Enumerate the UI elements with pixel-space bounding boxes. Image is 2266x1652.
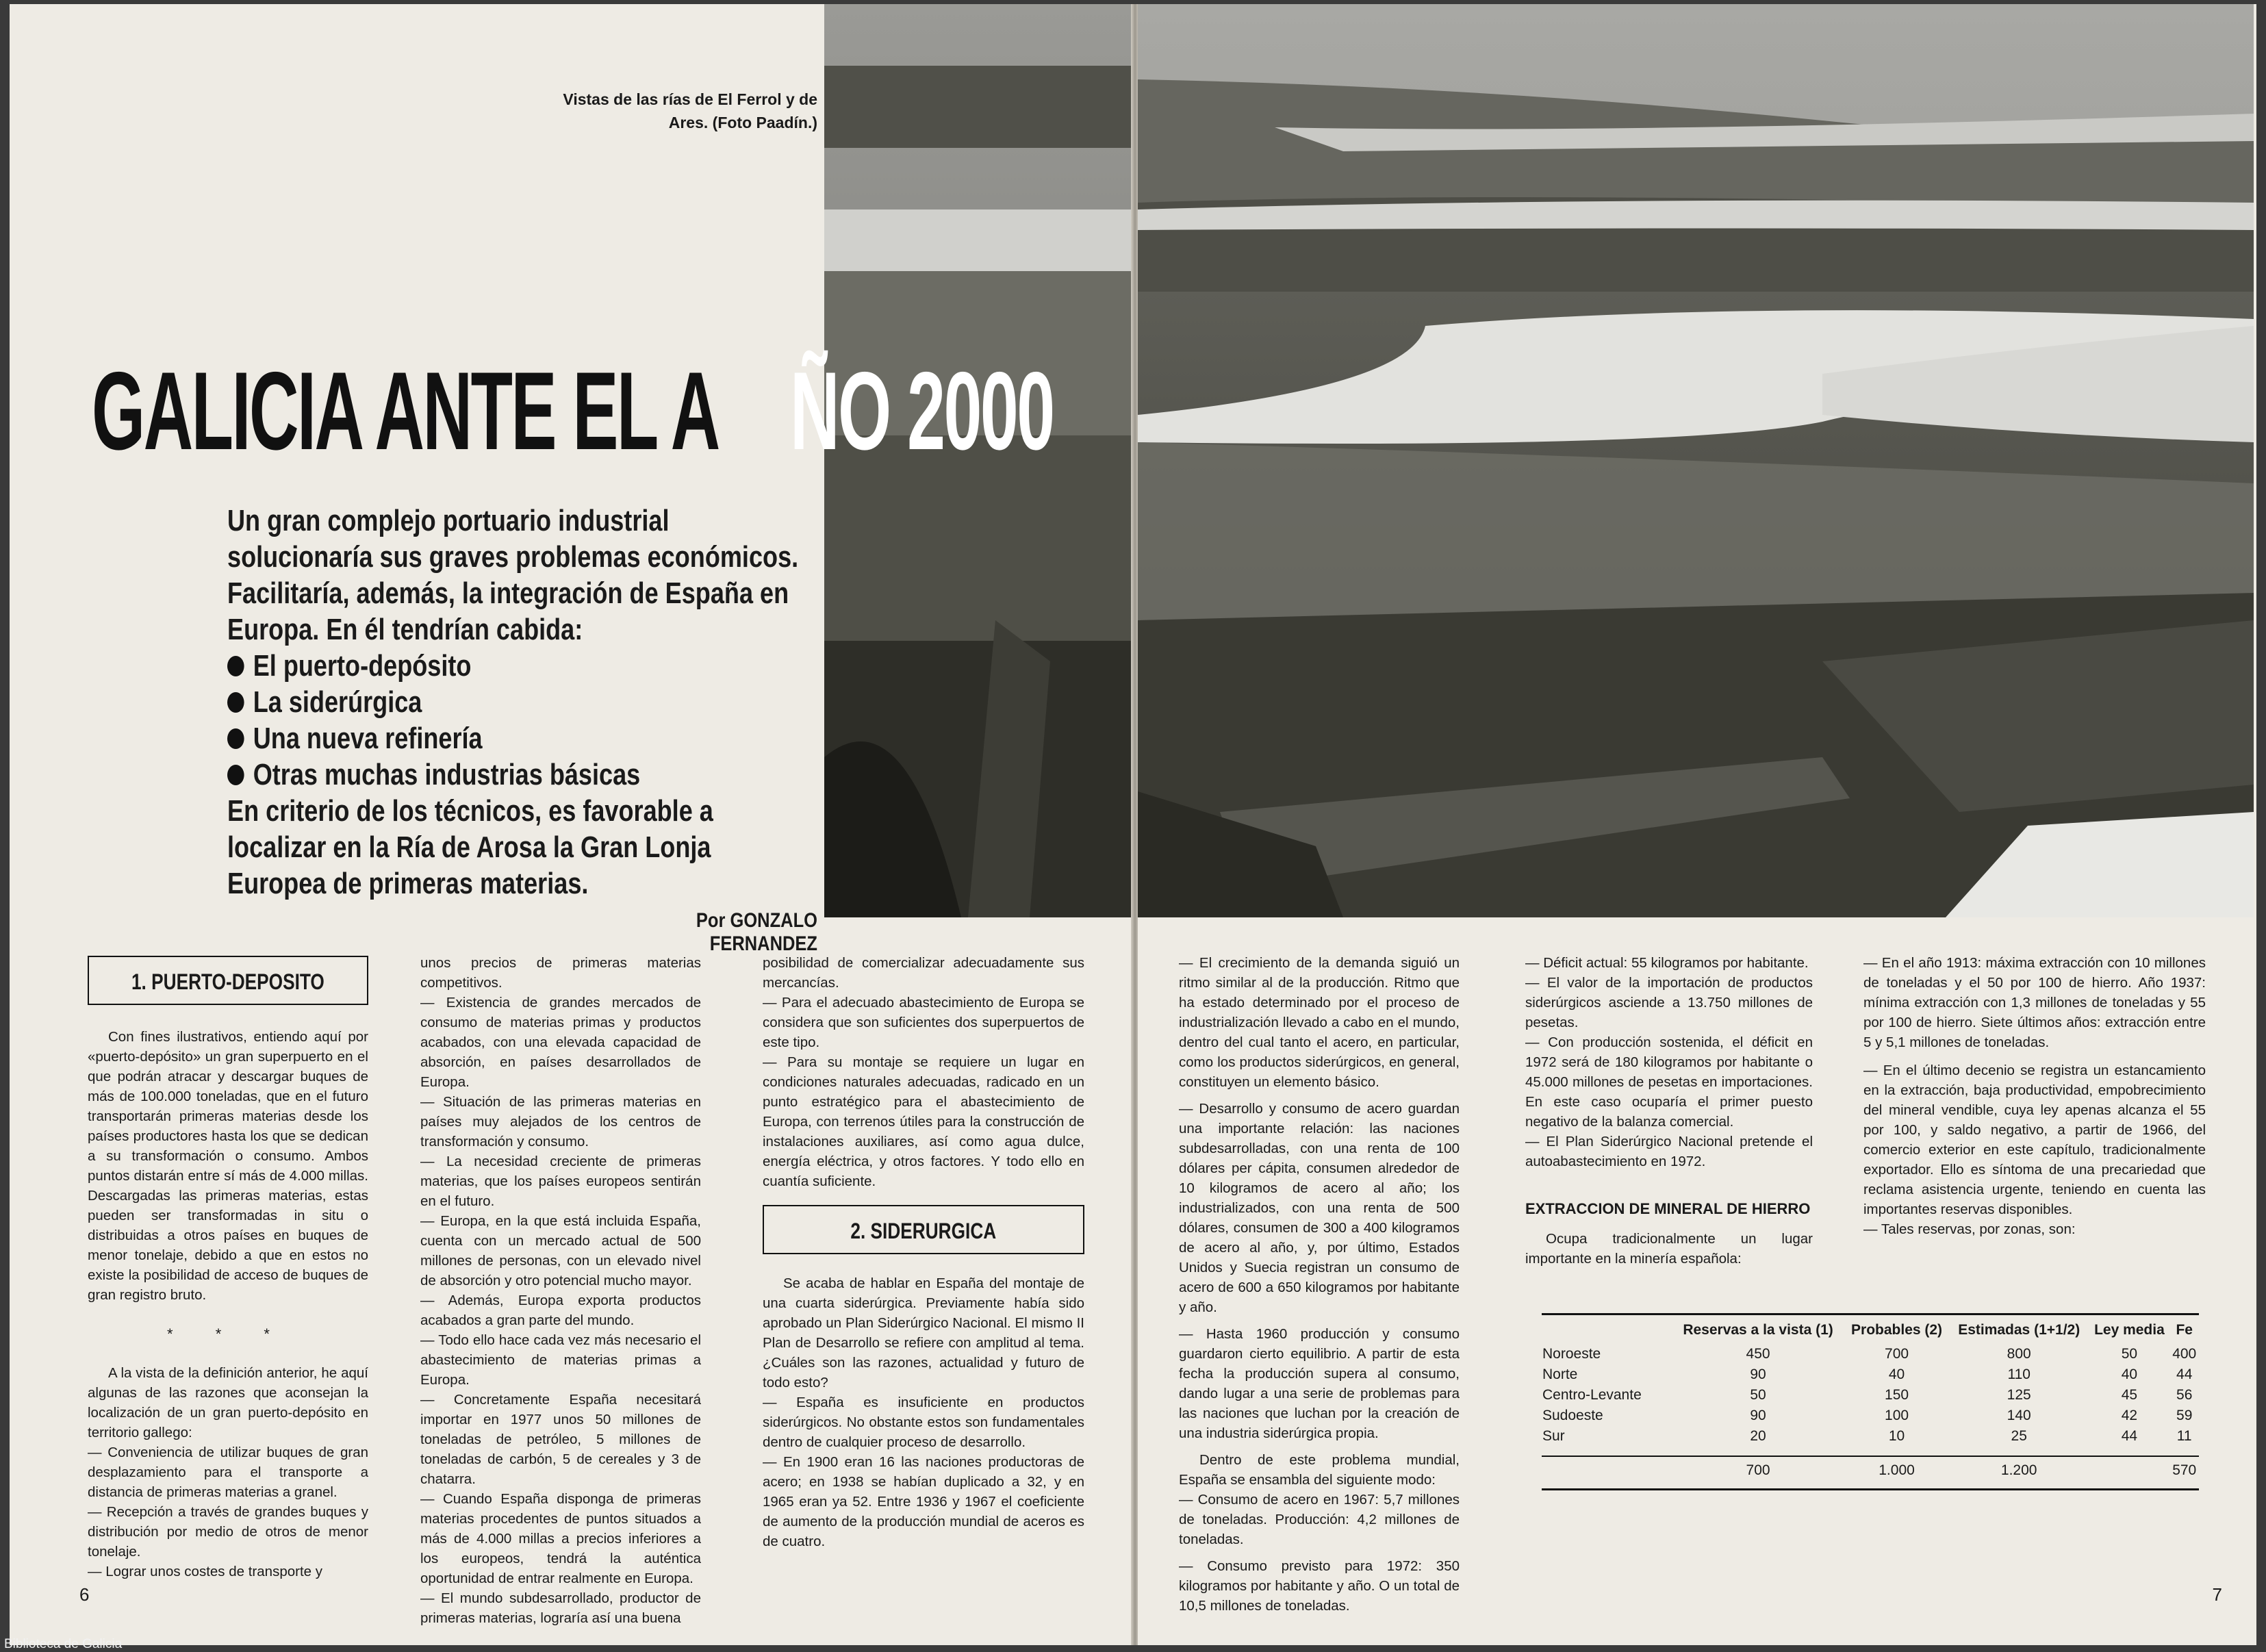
- paragraph: A la vista de la definición anterior, he aquí algunas de las razones que aconsejan la localización de un gran puerto-depósito en territorio gallego:: [88, 1365, 368, 1440]
- paragraph: — Concretamente España necesitará importar en 1977 unos 50 millones de toneladas de petróleo, 5 millones de toneladas de carbón, 5 de cereales y 3 de chatarra.: [420, 1392, 701, 1487]
- table-row: [1542, 1344, 2199, 1364]
- table-cell: 20: [1750, 1428, 1766, 1444]
- table-cell: 90: [1750, 1408, 1766, 1423]
- paragraph: — Cuando España disponga de primeras materias procedentes de puntos situados a más de 4.000 millas a precios inferiores a los europeos, tendrá la auténtica oportunidad de entrar realmente en Europa.: [420, 1491, 701, 1586]
- paragraph: — Situación de las primeras materias en países muy alejados de los centros de transformación y consumo.: [420, 1094, 701, 1149]
- table-cell: Sur: [1542, 1428, 1565, 1444]
- column-2: [420, 953, 701, 1628]
- paragraph: — Existencia de grandes mercados de consumo de materias primas y productos acabados, con una elevada capacidad de absorción, en países desarrollados de Europa.: [420, 995, 701, 1090]
- left-page: [10, 4, 1132, 1645]
- headline-light: [790, 349, 1054, 473]
- table-header-cell: Ley media: [2089, 1314, 2169, 1345]
- table-cell: Sudoeste: [1542, 1408, 1603, 1423]
- deck-intro-1: Un gran complejo portuario industrial solucionaría sus graves problemas económicos.: [227, 504, 799, 574]
- deck-outro: En criterio de los técnicos, es favorable a localizar en la Ría de Arosa la Gran Lonja Europea de primeras materias.: [227, 794, 713, 900]
- paragraph: Dentro de este problema mundial, España se ensambla del siguiente modo:: [1179, 1452, 1460, 1488]
- paragraph: — España es insuficiente en productos siderúrgicos. No obstante estos son fundamentales dentro de cualquier proceso de desarrollo.: [763, 1395, 1084, 1450]
- column-1: [88, 956, 368, 1581]
- paragraph: — El crecimiento de la demanda siguió un ritmo similar al de la producción. Ritmo que ha estado determinado por el proceso de industrialización llevado a cabo en el mundo, dentro del cual tanto el acero, en particular, como los productos siderúrgicos, en general, constituyen un elemento básico.: [1179, 955, 1460, 1090]
- table-cell: 570: [2169, 1456, 2199, 1490]
- table-header-cell: Probables (2): [1844, 1314, 1949, 1345]
- table-cell: 59: [2176, 1408, 2193, 1423]
- table-cell: 125: [2007, 1387, 2031, 1403]
- headline-part-1: GALICIA ANTE EL A: [92, 349, 719, 473]
- deck-intro-2: Facilitaría, además, la integración de España en Europa. En él tendrían cabida:: [227, 576, 789, 646]
- bullet-icon: [227, 692, 244, 713]
- paragraph: — Para el adecuado abastecimiento de Europa se considera que son suficientes dos superpuertos de este tipo.: [763, 995, 1084, 1050]
- paragraph: — Para su montaje se requiere un lugar en condiciones naturales adecuadas, radicado en un punto estratégico para el abastecimiento de Europa, con terrenos útiles para la construcción de instalaciones auxiliares, así como agua dulce, energía eléctrica, y otros factores. Y todo ello en cuantía suficiente.: [763, 1054, 1084, 1189]
- deck-bullet-label: El puerto-depósito: [253, 649, 472, 683]
- table-cell: 56: [2176, 1387, 2193, 1403]
- paragraph: — En 1900 eran 16 las naciones productoras de acero; en 1938 se habían duplicado a 32, y en 1965 eran ya 52. Entre 1936 y 1967 el coeficiente de aumento de la producción mundial de aceros es de cuatro.: [763, 1454, 1084, 1549]
- paragraph: — El mundo subdesarrollado, productor de primeras materias, lograría así una buena: [420, 1590, 701, 1626]
- byline: Por GONZALO FERNANDEZ: [696, 909, 817, 955]
- table-header-cell: Estimadas (1+1/2): [1949, 1314, 2089, 1345]
- table-cell: 44: [2121, 1428, 2138, 1444]
- table-row: [1542, 1426, 2199, 1456]
- deck-bullet-2: [227, 684, 815, 720]
- landscape-photo-right: [1138, 4, 2254, 917]
- paragraph: Se acaba de hablar en España del montaje de una cuarta siderúrgica. Previamente había sido aprobado un Plan Siderúrgico Nacional. El mismo II Plan de Desarrollo se refiere con amplitud al tema. ¿Cuáles son las razones, actualidad y futuro de todo esto?: [763, 1275, 1084, 1390]
- table-cell: 40: [2121, 1367, 2138, 1382]
- section-heading-puerto-deposito: 1. PUERTO-DEPOSITO: [88, 956, 368, 1005]
- table-cell: 1.000: [1844, 1456, 1949, 1490]
- paragraph: — Con producción sostenida, el déficit en 1972 será de 180 kilogramos por habitante o 45.000 millones de pesetas en importaciones. En este caso ocuparía el primer puesto negativo de la balanza comercial.: [1525, 1034, 1813, 1130]
- table-cell: 11: [2176, 1428, 2192, 1444]
- table-cell: 150: [1885, 1387, 1909, 1403]
- table-cell: 110: [2007, 1367, 2031, 1382]
- table-header-cell: [1542, 1314, 1672, 1345]
- deck-bullet-1: [227, 648, 815, 684]
- column-3: [763, 953, 1084, 1551]
- deck-bullet-label: Una nueva refinería: [253, 722, 483, 755]
- paragraph: — El Plan Siderúrgico Nacional pretende el autoabastecimiento en 1972.: [1525, 1134, 1813, 1169]
- table-cell: 450: [1746, 1346, 1770, 1362]
- table-row: [1542, 1406, 2199, 1426]
- iron-reserves-table: [1542, 1313, 2199, 1490]
- table-totals-row: [1542, 1456, 2199, 1490]
- paragraph: — El valor de la importación de productos siderúrgicos asciende a 13.750 millones de pesetas.: [1525, 975, 1813, 1030]
- paragraph: — Déficit actual: 55 kilogramos por habitante.: [1525, 955, 1809, 971]
- table-cell: 1.200: [1949, 1456, 2089, 1490]
- iron-reserves-table-wrap: [1542, 1313, 2199, 1490]
- table-cell: 10: [1888, 1428, 1905, 1444]
- table-header-cell: Reservas a la vista (1): [1672, 1314, 1844, 1345]
- table-row: [1542, 1364, 2199, 1385]
- paragraph: — Conveniencia de utilizar buques de gran desplazamiento para el transporte a distancia de primeras materias a granel.: [88, 1445, 368, 1500]
- paragraph: — Consumo previsto para 1972: 350 kilogramos por habitante y año. O un total de 10,5 millones de toneladas.: [1179, 1558, 1460, 1614]
- table-cell: 800: [2007, 1346, 2031, 1362]
- page-number-right: 7: [2212, 1584, 2222, 1605]
- paragraph: unos precios de primeras materias competitivos.: [420, 955, 701, 991]
- paragraph: — En el año 1913: máxima extracción con 10 millones de toneladas y el 50 por 100 de hierro. Año 1937: mínima extracción con 1,3 millones de toneladas y 55 por 100 de hierro. Siete últimos años: extracción entre 5 y 5,1 millones de toneladas.: [1863, 955, 2206, 1050]
- deck-bullet-label: Otras muchas industrias básicas: [253, 758, 641, 791]
- paragraph: — En el último decenio se registra un estancamiento en la extracción, baja productividad, empobrecimiento del mineral vendible, cuya ley apenas alcanza el 55 por 100, y saldo negativo, a partir de 1966, del comercio exterior en este capítulo, tradicionalmente exportador. Ello es síntoma de una precariedad que reclama asistencia urgente, teniendo en cuenta las importantes reservas disponibles.: [1863, 1063, 2206, 1217]
- paragraph: — La necesidad creciente de primeras materias, que los países europeos sentirán en el futuro.: [420, 1154, 701, 1209]
- table-cell: 25: [2011, 1428, 2027, 1444]
- paragraph: — Además, Europa exporta productos acabados a gran parte del mundo.: [420, 1293, 701, 1328]
- table-header-cell: Fe: [2169, 1314, 2199, 1345]
- subheading-extraccion: EXTRACCION DE MINERAL DE HIERRO: [1525, 1200, 1811, 1217]
- bullet-icon: [227, 765, 244, 785]
- deck-bullet-4: [227, 757, 815, 793]
- paragraph: — Desarrollo y consumo de acero guardan una importante relación: las naciones subdesarrolladas, con una renta de 100 dólares per cápita, consumen alrededor de 10 kilogramos de acero al año; los industrializados, con una renta de 500 dólares, consumen de 300 a 400 kilogramos de acero al año, y, por último, Estados Unidos y Suecia registran un consumo de acero de 600 a 650 kilogramos por habitante y año.: [1179, 1101, 1460, 1315]
- table-cell: 50: [2121, 1346, 2138, 1362]
- paragraph: — Tales reservas, por zonas, son:: [1863, 1221, 2076, 1237]
- table-cell: 50: [1750, 1387, 1766, 1403]
- table-cell: 44: [2176, 1367, 2193, 1382]
- column-4: [1179, 953, 1460, 1616]
- bullet-icon: [227, 656, 244, 676]
- column-6: [1863, 953, 2206, 1239]
- table-cell: [2089, 1456, 2169, 1490]
- paragraph: — Recepción a través de grandes buques y distribución por medio de otros de menor tonelaje.: [88, 1504, 368, 1560]
- column-5: [1525, 953, 1813, 1269]
- table-cell: Noroeste: [1542, 1346, 1601, 1362]
- table-cell: Norte: [1542, 1367, 1578, 1382]
- table-cell: 45: [2121, 1387, 2138, 1403]
- paragraph: — Lograr unos costes de transporte y: [88, 1564, 322, 1579]
- table-cell: 40: [1888, 1367, 1905, 1382]
- table-cell: Centro-Levante: [1542, 1387, 1642, 1403]
- page-number-left: 6: [79, 1584, 90, 1605]
- table-cell: 700: [1885, 1346, 1909, 1362]
- paragraph: Con fines ilustrativos, entiendo aquí por «puerto-depósito» un gran superpuerto en el que podrán atracar y descargar buques de más de 100.000 toneladas, que en el futuro transportarán primeras materias desde los países productores hasta los que se dedican a su transformación o consumo. Ambos puntos distarán entre sí más de 4.000 millas. Descargadas las primeras materias, estas pueden ser transformadas in situ o distribuidas a otros países en buques de menor tonelaje, debido a que en estos no existe la posibilidad de acceso de buques de gran registro bruto.: [88, 1029, 368, 1303]
- table-cell: [1542, 1456, 1672, 1490]
- paragraph: — Europa, en la que está incluida España, cuenta con un mercado actual de 500 millones de personas, con un elevado nivel de absorción y otro potencial mucho mayor.: [420, 1213, 701, 1288]
- table-cell: 100: [1885, 1408, 1909, 1423]
- table-cell: 700: [1672, 1456, 1844, 1490]
- table-cell: 140: [2007, 1408, 2031, 1423]
- table-row: [1542, 1385, 2199, 1406]
- headline-dark: [92, 349, 737, 473]
- table-header-row: [1542, 1314, 2199, 1345]
- table-cell: 400: [2172, 1346, 2197, 1362]
- deck-summary: [227, 503, 799, 902]
- paragraph: posibilidad de comercializar adecuadamente sus mercancías.: [763, 955, 1084, 991]
- table-cell: 42: [2121, 1408, 2138, 1423]
- bullet-icon: [227, 728, 244, 749]
- headline-part-2: ÑO 2000: [790, 349, 1054, 473]
- paragraph: — Hasta 1960 producción y consumo guardaron cierto equilibrio. A partir de esta fecha la producción supera al consumo, dando lugar a una serie de problemas para las naciones que luchan por la creación de una industria siderúrgica propia.: [1179, 1326, 1460, 1441]
- library-stamp: Biblioteca de Galicia: [4, 1637, 123, 1651]
- deck-bullet-label: La siderúrgica: [253, 685, 422, 719]
- photo-caption: Vistas de las rías de El Ferrol y de Ares. (Foto Paadín.): [563, 90, 817, 131]
- deck-bullet-3: [227, 720, 815, 757]
- magazine-spread: [10, 4, 2256, 1645]
- paragraph: Ocupa tradicionalmente un lugar importante en la minería española:: [1525, 1231, 1813, 1267]
- section-separator: * * *: [167, 1325, 289, 1343]
- paragraph: — Todo ello hace cada vez más necesario el abastecimiento de materias primas a Europa.: [420, 1332, 701, 1388]
- table-cell: 90: [1750, 1367, 1766, 1382]
- section-heading-siderurgica: 2. SIDERURGICA: [763, 1205, 1084, 1254]
- paragraph: — Consumo de acero en 1967: 5,7 millones de toneladas. Producción: 4,2 millones de toneladas.: [1179, 1492, 1460, 1547]
